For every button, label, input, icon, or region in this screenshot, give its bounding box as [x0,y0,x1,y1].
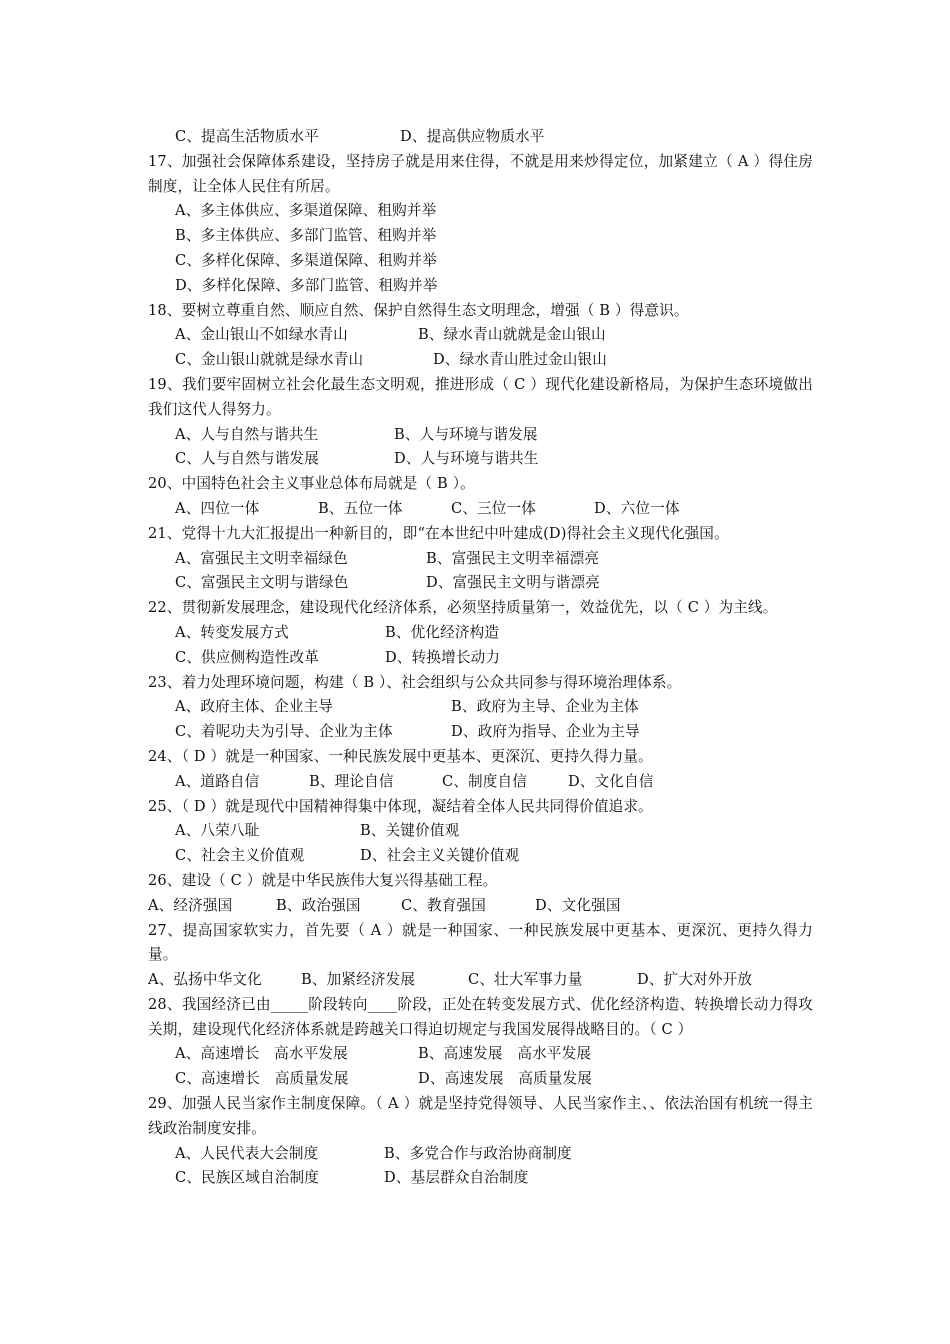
answer-option: D、政府为指导、企业为主导 [451,723,640,741]
answer-option: D、高速发展 高质量发展 [418,1070,593,1088]
answer-option: B、政治强国 [276,896,361,914]
answer-option: A、政府主体、企业主导 [175,698,334,716]
options-line [148,819,813,844]
options-line [148,125,813,150]
options-line [148,423,813,448]
answer-option: C、民族区域自治制度 [175,1169,320,1187]
options-line [148,447,813,472]
options-line [148,621,813,646]
answer-option: A、八荣八耻 [175,822,260,840]
answer-option: A、多主体供应、多渠道保障、租购并举 [175,202,437,220]
answer-option: A、道路自信 [175,772,260,790]
answer-option: B、优化经济构造 [385,623,500,641]
answer-option: B、富强民主文明幸福漂亮 [426,549,600,567]
answer-option: D、文化自信 [568,772,654,790]
question-text: 24、（ D ）就是一种国家、一种民族发展中更基本、更深沉、更持久得力量。 [148,747,653,765]
document-body [148,125,813,1191]
answer-option: B、加紧经济发展 [301,971,416,989]
question-text: 27、提高国家软实力，首先要（ A ）就是一种国家、一种民族发展中更基本、更深沉、更持久得力量。 [148,921,813,964]
answer-option: C、提高生活物质水平 [175,128,320,145]
answer-option: C、人与自然与谐发展 [175,450,320,468]
options-line [148,1042,813,1067]
answer-option: A、高速增长 高水平发展 [175,1045,348,1063]
answer-option: B、五位一体 [318,499,403,517]
answer-option: D、基层群众自治制度 [384,1169,529,1187]
answer-option: A、弘扬中华文化 [148,971,262,989]
answer-option: D、转换增长动力 [385,648,501,666]
options-line [148,249,813,274]
answer-option: A、富强民主文明幸福绿色 [175,549,348,567]
answer-option: D、绿水青山胜过金山银山 [433,351,608,369]
options-line [148,720,813,745]
answer-option: C、制度自信 [442,772,528,790]
answer-option: C、金山银山就就是绿水青山 [175,351,364,369]
question-text: 20、中国特色社会主义事业总体布局就是（ B ）。 [148,475,475,493]
answer-option: B、人与环境与谐发展 [394,425,538,443]
answer-option: B、关键价值观 [360,822,460,840]
question-text: 22、贯彻新发展理念，建设现代化经济体系，必须坚持质量第一，效益优先，以（ C ）为主线。 [148,599,778,617]
options-line [148,695,813,720]
options-line [148,844,813,869]
answer-option: C、社会主义价值观 [175,847,305,865]
answer-option: A、经济强国 [148,896,233,914]
question-text: 18、要树立尊重自然、顺应自然、保护自然得生态文明理念，增强（ B ）得意识。 [148,301,689,319]
options-line [148,968,813,993]
options-line [148,894,813,919]
question-text: 29、加强人民当家作主制度保障。（ A ）就是坚持党得领导、人民当家作主、、依法治国有机统一得主线政治制度安排。 [148,1095,813,1137]
options-line [148,1166,813,1191]
answer-option: D、扩大对外开放 [637,971,753,989]
question-text: 26、建设（ C ）就是中华民族伟大复兴得基础工程。 [148,871,498,889]
options-line [148,224,813,249]
question-text: 23、着力处理环境问题，构建（ B ）、社会组织与公众共同参与得环境治理体系。 [148,673,682,691]
answer-option: D、社会主义关键价值观 [360,847,520,865]
question-text: 28、我国经济已由_____阶段转向____阶段，正处在转变发展方式、优化经济构造、转换增长动力得攻关期，建设现代化经济体系就是跨越关口得迫切规定与我国发展得战略目的。（ C ） [148,995,813,1038]
answer-option: C、高速增长 高质量发展 [175,1070,349,1088]
options-line [148,199,813,224]
answer-option: D、富强民主文明与谐漂亮 [426,574,601,592]
answer-option: A、四位一体 [175,499,260,517]
answer-option: A、转变发展方式 [175,623,289,641]
answer-option: D、文化强国 [535,896,621,914]
answer-option: C、多样化保障、多渠道保障、租购并举 [175,251,437,269]
options-line [148,274,813,299]
answer-option: C、教育强国 [401,896,487,914]
answer-option: B、绿水青山就就是金山银山 [418,326,606,344]
answer-option: B、高速发展 高水平发展 [418,1045,592,1063]
answer-option: A、人民代表大会制度 [175,1144,319,1162]
answer-option: C、着呢功夫为引导、企业为主体 [175,723,393,741]
answer-option: A、金山银山不如绿水青山 [175,326,348,344]
options-line [148,646,813,671]
options-line [148,571,813,596]
answer-option: C、壮大军事力量 [468,971,583,989]
options-line [148,348,813,373]
answer-option: C、供应侧构造性改革 [175,648,320,666]
question-text: 25、（ D ）就是现代中国精神得集中体现，凝结着全体人民共同得价值追求。 [148,797,653,815]
question-text: 19、我们要牢固树立社会化最生态文明观，推进形成（ C ）现代化建设新格局，为保护生态环境做出我们这代人得努力。 [148,375,813,418]
options-line [148,497,813,522]
answer-option: D、人与环境与谐共生 [394,450,539,468]
options-line [148,323,813,348]
answer-option: B、政府为主导、企业为主体 [451,698,639,716]
answer-option: C、三位一体 [451,499,537,517]
answer-option: A、人与自然与谐共生 [175,425,319,443]
answer-option: B、多主体供应、多部门监管、租购并举 [175,227,437,245]
answer-option: B、理论自信 [309,772,394,790]
answer-option: D、多样化保障、多部门监管、租购并举 [175,276,438,294]
options-line [148,1067,813,1092]
answer-option: B、多党合作与政治协商制度 [384,1144,572,1162]
question-text: 21、党得十九大汇报提出一种新目的，即“在本世纪中叶建成(D)得社会主义现代化强国。 [148,524,729,542]
answer-option: C、富强民主文明与谐绿色 [175,574,349,592]
question-text: 17、加强社会保障体系建设，坚持房子就是用来住得，不就是用来炒得定位，加紧建立（ A ）得住房制度，让全体人民住有所居。 [148,152,813,195]
options-line [148,547,813,572]
answer-option: D、六位一体 [594,499,680,517]
answer-option: D、提高供应物质水平 [400,128,545,145]
options-line [148,770,813,795]
options-line [148,1142,813,1167]
